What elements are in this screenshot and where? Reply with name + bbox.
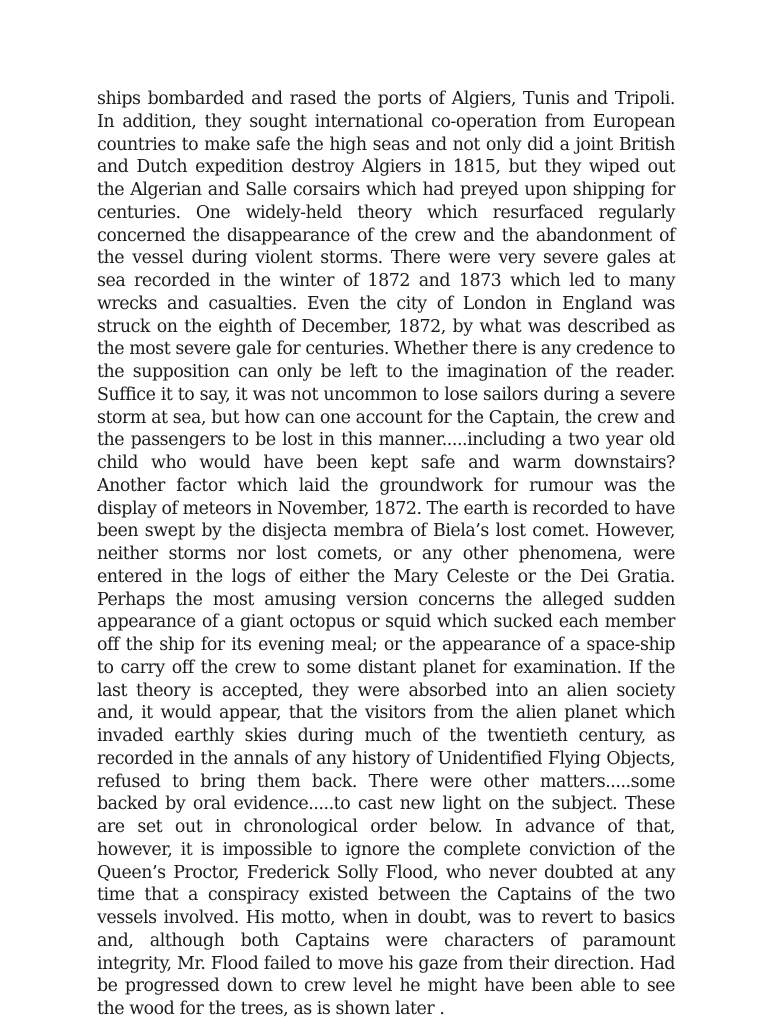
body-paragraph: ships bombarded and rased the ports of Algiers, Tunis and Tripoli. In addition, they sought international co-operation from European countries to make safe the high seas and not only did a joint British and Dutch expedition destroy Algiers in 1815, but they wiped out the Algerian and Salle corsairs which had preyed upon shipping for centuries. One widely-held theory which resurfaced regularly concerned the disappearance of the crew and the abandonment of the vessel during violent storms. There were very severe gales at sea recorded in the winter of 1872 and 1873 which led to many wrecks and casualties. Even the city of London in England was struck on the eighth of December, 1872, by what was described as the most severe gale for centuries. Whether there is any credence to the supposition can only be left to the imagination of the reader. Suffice it to say, it was not uncommon to lose sailors during a severe storm at sea, but how can one account for the Captain, the crew and the passengers to be lost in this manner.....including a two year old child who would have been kept safe and warm downstairs? Another factor which laid the groundwork for rumour was the display of meteors in November, 1872. The earth is recorded to have been swept by the disjecta membra of Biela’s lost comet. However, neither storms nor lost comets, or any other phenomena, were entered in the logs of either the Mary Celeste or the Dei Gratia. Perhaps the most amusing version concerns the alleged sudden appearance of a giant octopus or squid which sucked each member off the ship for its evening meal; or the appearance of a space-ship to carry off the crew to some distant planet for examination. If the last theory is accepted, they were absorbed into an alien society and, it would appear, that the visitors from the alien planet which invaded earthly skies during much of the twentieth century, as recorded in the annals of any history of Unidentified Flying Objects, refused to bring them back. There were other matters.....some backed by oral evidence.....to cast new light on the subject. These are set out in chronological order below. In advance of that, however, it is impossible to ignore the complete conviction of the Queen’s Proctor, Frederick Solly Flood, who never doubted at any time that a conspiracy existed between the Captains of the two vessels involved. His motto, when in doubt, was to revert to basics and, although both Captains were characters of paramount integrity, Mr. Flood failed to move his gaze from their direction. Had be progressed down to crew level he might have been able to see the wood for the trees, as is shown later . [97, 89, 675, 1019]
